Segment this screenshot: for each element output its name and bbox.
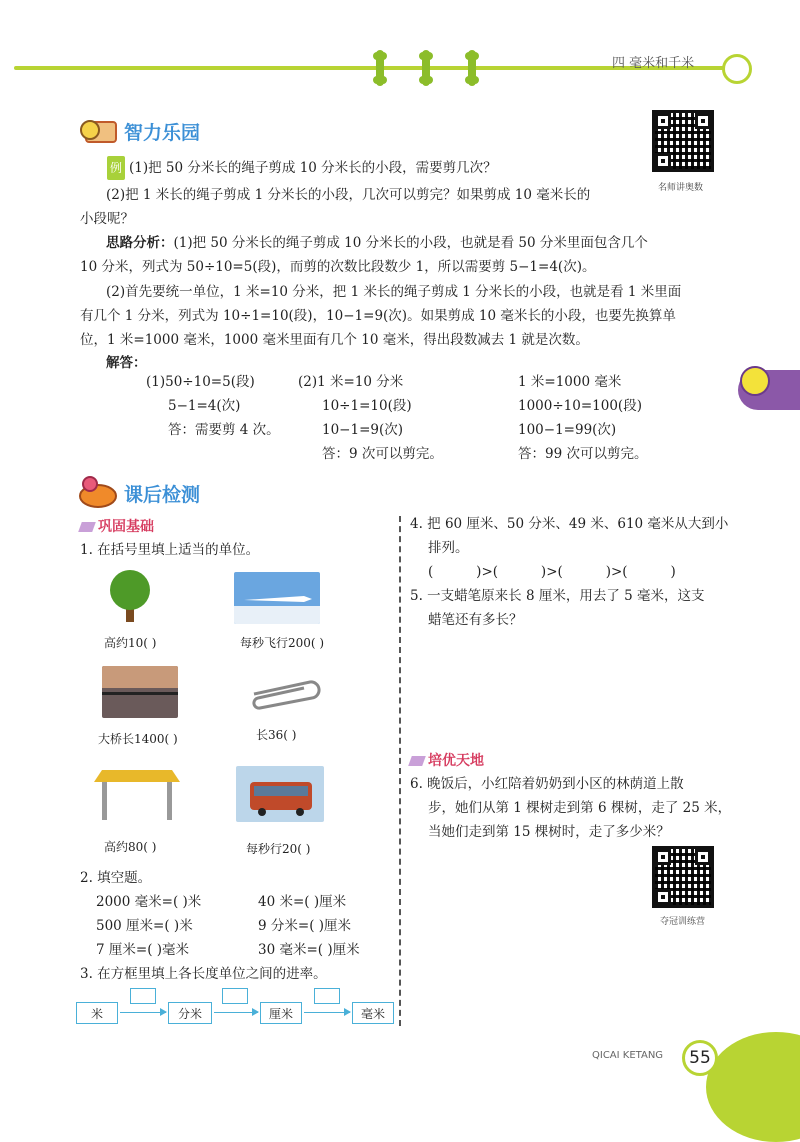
answer-line: 答：需要剪 4 次。 bbox=[168, 422, 280, 438]
footer-decoration bbox=[706, 1032, 800, 1142]
unit-box: 毫米 bbox=[352, 1002, 394, 1024]
analysis-1-cont: 10 分米，列式为 50÷10=5(段)，而剪的次数比段数少 1，所以需要剪 5−1=4(次)。 bbox=[80, 259, 596, 275]
question-5-cont: 蜡笔还有多长？ bbox=[428, 612, 523, 628]
qr-caption: 夺冠训练营 bbox=[660, 917, 706, 927]
example-tag: 例 bbox=[107, 156, 125, 180]
example-q2-cont: 小段呢？ bbox=[80, 211, 134, 227]
fill-item: 500 厘米=( )米 bbox=[96, 918, 193, 934]
qr-caption: 名师讲奥数 bbox=[658, 183, 704, 193]
analysis-1: 思路分析：(1)把 50 分米长的绳子剪成 10 分米长的小段，也就是看 50 分米里面包含几个 bbox=[106, 235, 648, 251]
qr-code[interactable] bbox=[652, 110, 714, 172]
subsection-peiyou: 培优天地 bbox=[410, 750, 484, 770]
answer-line: 1 米=1000 毫米 bbox=[518, 374, 622, 390]
puzzle-icon bbox=[76, 114, 118, 148]
question-3: 3. 在方框里填上各长度单位之间的进率。 bbox=[80, 966, 327, 982]
binder-pin bbox=[422, 50, 430, 86]
rate-input-box[interactable] bbox=[314, 988, 340, 1004]
pic-label: 长36( ) bbox=[256, 728, 297, 742]
example-q2: (2)把 1 米长的绳子剪成 1 分米长的小段，几次可以剪完？如果剪成 10 毫米长的 bbox=[106, 187, 591, 203]
pic-label: 大桥长1400( ) bbox=[98, 732, 178, 746]
rate-input-box[interactable] bbox=[222, 988, 248, 1004]
bridge-image bbox=[102, 666, 178, 718]
answer-line: (2)1 米=10 分米 bbox=[298, 374, 404, 390]
column-divider bbox=[399, 516, 401, 1026]
arrow bbox=[214, 1012, 258, 1013]
tree-image bbox=[102, 568, 158, 624]
answer-line: 5−1=4(次) bbox=[168, 398, 241, 414]
rate-input-box[interactable] bbox=[130, 988, 156, 1004]
fill-item: 7 厘米=( )毫米 bbox=[96, 942, 190, 958]
question-6: 6. 晚饭后，小红陪着奶奶到小区的林荫道上散 bbox=[410, 776, 684, 792]
bus-image bbox=[236, 766, 324, 822]
analysis-2: (2)首先要统一单位，1 米=10 分米，把 1 米长的绳子剪成 1 分米长的小段，也就是看 1 米里面 bbox=[106, 284, 682, 300]
unit-box: 米 bbox=[76, 1002, 118, 1024]
question-1: 1. 在括号里填上适当的单位。 bbox=[80, 542, 260, 558]
answer-line: 答：99 次可以剪完。 bbox=[518, 446, 648, 462]
table-image bbox=[94, 764, 180, 822]
question-4: 4. 把 60 厘米、50 分米、49 米、610 毫米从大到小 bbox=[410, 516, 729, 532]
question-5: 5. 一支蜡笔原来长 8 厘米，用去了 5 毫米，这支 bbox=[410, 588, 705, 604]
question-6-cont2: 当她们走到第 15 棵树时，走了多少米？ bbox=[428, 824, 670, 840]
airplane-image bbox=[234, 572, 320, 624]
unit-box: 厘米 bbox=[260, 1002, 302, 1024]
question-4-cont: 排列。 bbox=[428, 540, 469, 556]
pic-label: 高约10( ) bbox=[104, 636, 157, 650]
answer-label: 解答： bbox=[106, 355, 147, 371]
order-blanks[interactable]: ( )>( )>( )>( ) bbox=[428, 564, 676, 580]
side-tab bbox=[738, 370, 800, 410]
qr-code[interactable] bbox=[652, 846, 714, 908]
footer-brand: QICAI KETANG bbox=[592, 1050, 664, 1061]
frog-icon bbox=[740, 366, 770, 396]
answer-line: 100−1=99(次) bbox=[518, 422, 617, 438]
bug-mascot-icon bbox=[74, 474, 120, 510]
paperclip-image bbox=[240, 676, 324, 712]
analysis-2-cont2: 位，1 米=1000 毫米，1000 毫米里面有几个 10 毫米，得出段数减去 1 就是次数。 bbox=[80, 332, 589, 348]
chapter-title: 四 毫米和千米 bbox=[612, 56, 695, 71]
section-title-kehou: 课后检测 bbox=[124, 484, 201, 506]
subsection-gonggu: 巩固基础 bbox=[80, 516, 154, 536]
binder-pin bbox=[468, 50, 476, 86]
pic-label: 每秒行20( ) bbox=[246, 842, 311, 856]
analysis-2-cont: 有几个 1 分米，列式为 10÷1=10(段)，10−1=9(次)。如果剪成 10 毫米长的小段，也要先换算单 bbox=[80, 308, 676, 324]
answer-line: 答：9 次可以剪完。 bbox=[322, 446, 443, 462]
answer-line: 10÷1=10(段) bbox=[322, 398, 412, 414]
pic-label: 高约80( ) bbox=[104, 840, 157, 854]
question-2: 2. 填空题。 bbox=[80, 870, 152, 886]
example-q1: 例 (1)把 50 分米长的绳子剪成 10 分米长的小段，需要剪几次？ bbox=[107, 156, 497, 180]
pic-label: 每秒飞行200( ) bbox=[240, 636, 325, 650]
page-number: 55 bbox=[682, 1040, 718, 1076]
unit-box: 分米 bbox=[168, 1002, 212, 1024]
answer-line: 1000÷10=100(段) bbox=[518, 398, 642, 414]
mascot-icon bbox=[722, 54, 752, 84]
question-6-cont: 步，她们从第 1 棵树走到第 6 棵树，走了 25 米， bbox=[428, 800, 732, 816]
arrow bbox=[120, 1012, 166, 1013]
fill-item: 30 毫米=( )厘米 bbox=[258, 942, 360, 958]
binder-pin bbox=[376, 50, 384, 86]
arrow bbox=[304, 1012, 350, 1013]
section-title-zhili: 智力乐园 bbox=[124, 122, 201, 144]
fill-item: 9 分米=( )厘米 bbox=[258, 918, 352, 934]
answer-line: (1)50÷10=5(段) bbox=[146, 374, 255, 390]
fill-item: 2000 毫米=( )米 bbox=[96, 894, 202, 910]
fill-item: 40 米=( )厘米 bbox=[258, 894, 347, 910]
answer-line: 10−1=9(次) bbox=[322, 422, 404, 438]
